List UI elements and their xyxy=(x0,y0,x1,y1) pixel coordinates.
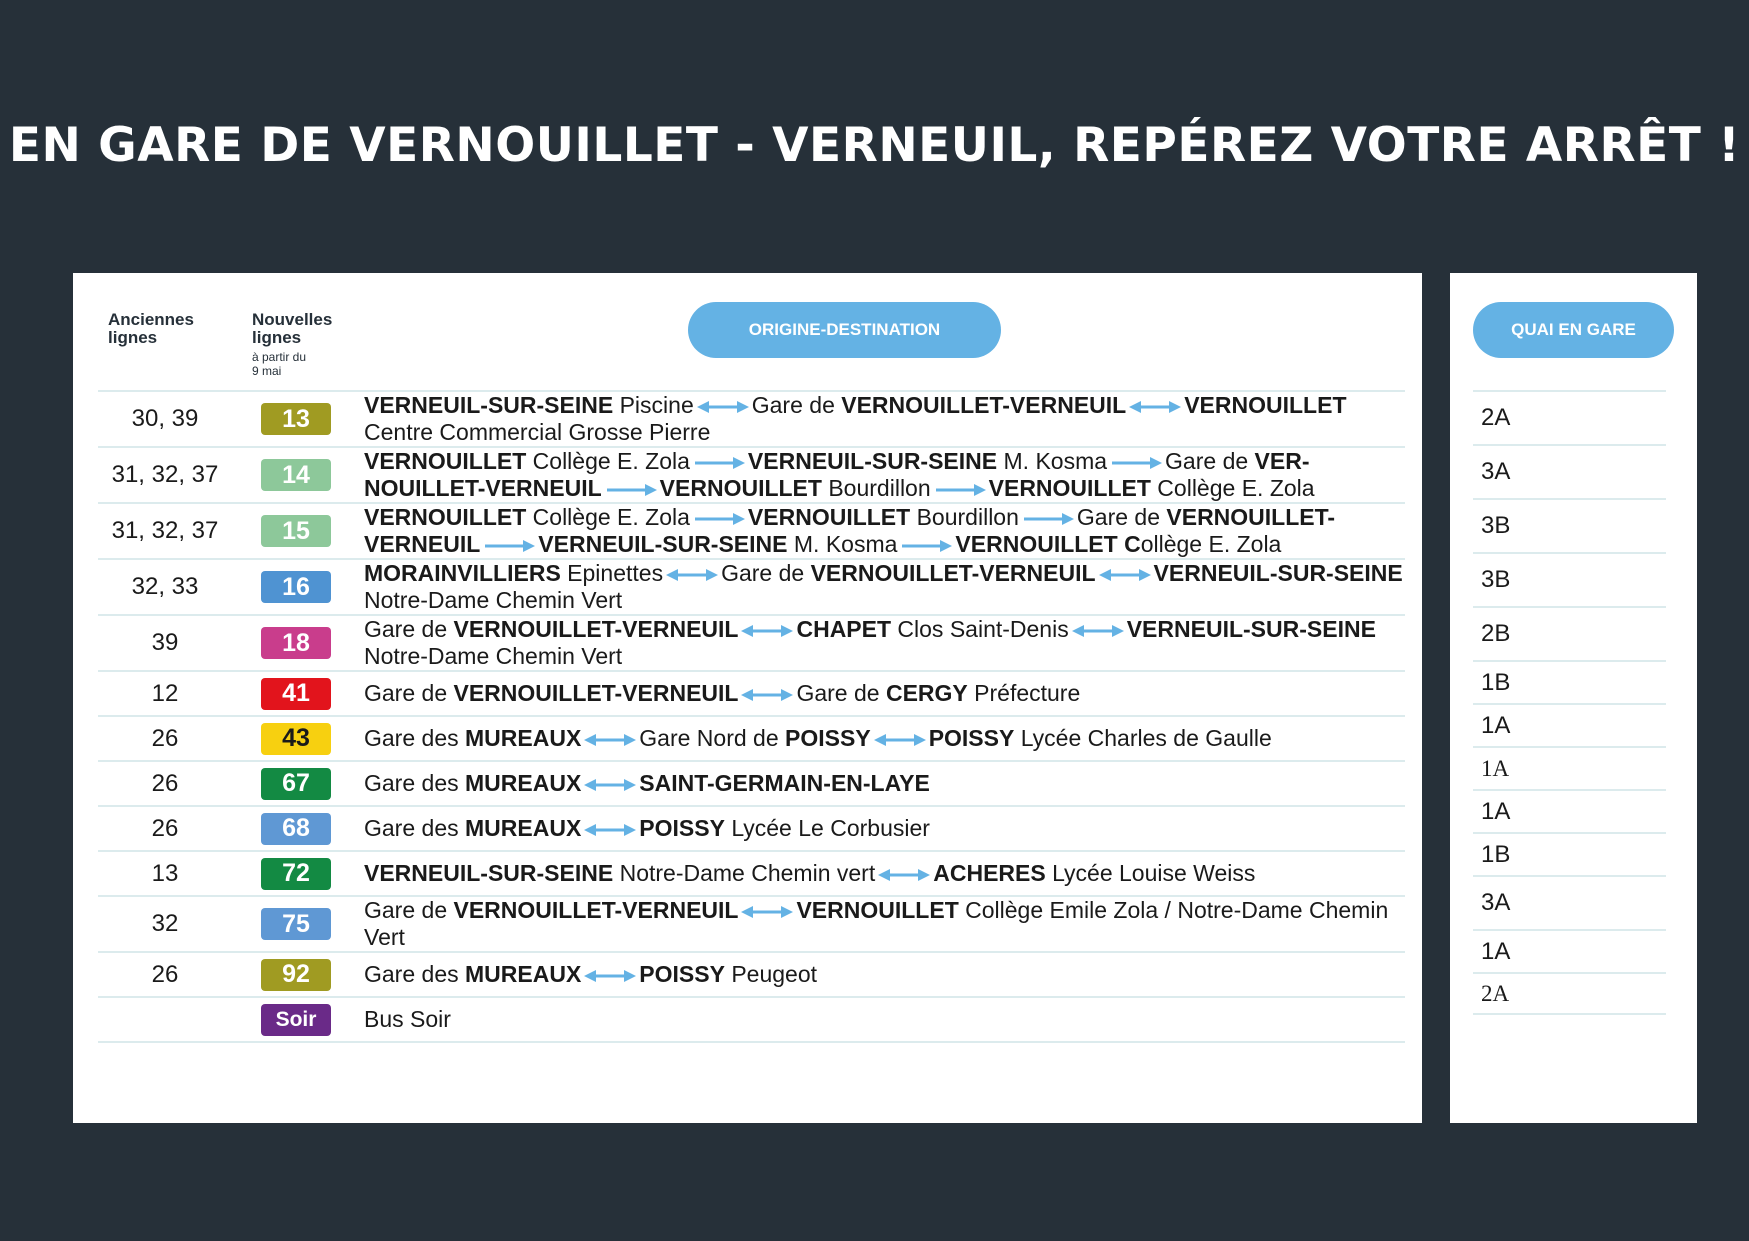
old-lines-cell: 30, 39 xyxy=(131,405,199,432)
old-lines-header xyxy=(108,311,218,347)
old-lines-cell: 31, 32, 37 xyxy=(111,461,219,488)
stop-name: VERNOUILLET-VERNEUIL xyxy=(364,504,1336,557)
route-description: Gare de VERNOUILLET-VERNEUIL VERNOUILLET Collège Emile Zola / Notre-Dame Chemin Vert xyxy=(364,897,1389,950)
line-number-badge: 75 xyxy=(261,908,331,940)
new-lines-header-sub: à partir du 9 mai xyxy=(252,350,307,378)
routes-table xyxy=(98,390,1405,1043)
line-badge-cell xyxy=(244,768,348,800)
platform-cell: 2A xyxy=(1473,972,1666,1015)
stop-name: VERNOUILLET xyxy=(747,504,911,530)
stop-name: POISSY xyxy=(639,961,725,987)
stop-name: MUREAUX xyxy=(465,815,582,841)
route-description: VERNOUILLET Collège E. Zola VERNEUIL-SUR-SEINE M. Kosma Gare de VERNOUILLET-VERNEUIL VERNOUILLET Bourdillon VERNOUILLET Collège E. Zola xyxy=(364,448,1315,501)
line-badge-cell xyxy=(244,959,348,991)
stop-name: VERNOUILLET-VERNEUIL xyxy=(841,392,1127,418)
right-arrow-icon xyxy=(693,456,745,470)
stop-name: CHAPET xyxy=(796,616,892,642)
line-number-badge: 41 xyxy=(261,678,331,710)
line-number-badge: 92 xyxy=(261,959,331,991)
route-row xyxy=(98,670,1405,715)
new-lines-header xyxy=(252,311,347,378)
stop-name: POISSY xyxy=(928,725,1015,751)
route-row xyxy=(98,805,1405,850)
stop-name: POISSY xyxy=(639,815,725,841)
route-row xyxy=(98,390,1405,446)
origin-destination-header: ORIGINE-DESTINATION xyxy=(688,302,1001,358)
right-arrow-icon xyxy=(900,539,952,553)
stop-name: MUREAUX xyxy=(465,725,582,751)
platform-header: QUAI EN GARE xyxy=(1473,302,1674,358)
double-arrow-icon xyxy=(1099,568,1151,582)
platform-cell: 1B xyxy=(1473,660,1666,703)
route-description: VERNEUIL-SUR-SEINE Notre-Dame Chemin vert ACHERES Lycée Louise Weiss xyxy=(364,860,1256,886)
double-arrow-icon xyxy=(1072,624,1124,638)
stop-name: VERNOUILLET-VERNEUIL xyxy=(453,616,739,642)
stop-name: VERNOUILLET xyxy=(1184,392,1347,418)
double-arrow-icon xyxy=(666,568,718,582)
route-row xyxy=(98,951,1405,996)
stop-name: POISSY xyxy=(785,725,871,751)
stop-name: SAINT-GERMAIN-EN-LAYE xyxy=(639,770,930,796)
route-description: Gare des MUREAUX Gare Nord de POISSY POISSY Lycée Charles de Gaulle xyxy=(364,725,1272,751)
old-lines-cell: 26 xyxy=(151,769,179,797)
platform-cell: 1A xyxy=(1473,929,1666,972)
platform-cell: 1B xyxy=(1473,832,1666,875)
page-title: EN GARE DE VERNOUILLET - VERNEUIL, REPÉREZ VOTRE ARRÊT ! xyxy=(8,118,1741,173)
route-description: VERNEUIL-SUR-SEINE Piscine Gare de VERNOUILLET-VERNEUIL VERNOUILLET Centre Commercial Grosse Pierre xyxy=(364,392,1347,445)
stop-name: VERNOUILLET-VERNEUIL xyxy=(453,680,739,706)
stop-name: ACHERES xyxy=(933,860,1046,886)
double-arrow-icon xyxy=(741,905,793,919)
old-lines-cell: 26 xyxy=(151,724,179,752)
double-arrow-icon xyxy=(584,778,636,792)
double-arrow-icon xyxy=(584,733,636,747)
old-lines-cell: 39 xyxy=(151,629,179,656)
stop-name: VERNEUIL-SUR-SEINE xyxy=(1126,616,1376,642)
stop-name: MORAINVILLIERS xyxy=(364,560,561,586)
old-lines-cell: 32 xyxy=(151,910,179,937)
route-row xyxy=(98,614,1405,670)
line-number-badge: 68 xyxy=(261,813,331,845)
stop-name: MUREAUX xyxy=(465,770,582,796)
stop-name: VERNOUILLET xyxy=(659,475,822,501)
route-row xyxy=(98,760,1405,805)
old-lines-cell: 32, 33 xyxy=(131,573,199,600)
route-description: Bus Soir xyxy=(364,1006,451,1032)
line-badge-cell xyxy=(244,723,348,755)
stop-name: VERNOUILLET-VERNEUIL xyxy=(453,897,739,923)
route-description: Gare de VERNOUILLET-VERNEUIL Gare de CERGY Préfecture xyxy=(364,680,1081,706)
double-arrow-icon xyxy=(697,400,749,414)
line-badge-cell xyxy=(244,515,348,547)
line-badge-cell xyxy=(244,627,348,659)
route-row xyxy=(98,850,1405,895)
platform-cell: 2B xyxy=(1473,606,1666,660)
route-description: Gare des MUREAUX SAINT-GERMAIN-EN-LAYE xyxy=(364,770,930,796)
platform-cell: 3A xyxy=(1473,444,1666,498)
line-number-badge: 14 xyxy=(261,459,331,491)
line-badge-cell xyxy=(244,858,348,890)
old-lines-cell: 31, 32, 37 xyxy=(111,517,219,544)
route-row xyxy=(98,558,1405,614)
stop-name: VERNEUIL-SUR-SEINE xyxy=(364,860,614,886)
platform-cell: 3B xyxy=(1473,552,1666,606)
stop-name: VERNEUIL-SUR-SEINE xyxy=(364,392,614,418)
line-number-badge: 16 xyxy=(261,571,331,603)
stop-name: VERNOUILLET-VERNEUIL xyxy=(810,560,1096,586)
line-badge-cell xyxy=(244,571,348,603)
platform-cell: 3B xyxy=(1473,498,1666,552)
platform-cell: 3A xyxy=(1473,875,1666,929)
platform-cell: 2A xyxy=(1473,390,1666,444)
double-arrow-icon xyxy=(741,688,793,702)
platform-panel xyxy=(1450,273,1697,1123)
stop-name: VERNOUILLET C xyxy=(955,531,1141,557)
route-description: MORAINVILLIERS Epinettes Gare de VERNOUILLET-VERNEUIL VERNEUIL-SUR-SEINE Notre-Dame Chemin Vert xyxy=(364,560,1403,613)
line-number-badge: 15 xyxy=(261,515,331,547)
line-badge-cell xyxy=(244,908,348,940)
route-row xyxy=(98,446,1405,502)
double-arrow-icon xyxy=(874,733,926,747)
route-row xyxy=(98,996,1405,1043)
old-lines-cell: 13 xyxy=(151,859,179,887)
routes-panel xyxy=(73,273,1422,1123)
line-badge-cell xyxy=(244,813,348,845)
right-arrow-icon xyxy=(934,483,986,497)
double-arrow-icon xyxy=(1129,400,1181,414)
line-number-badge: 13 xyxy=(261,403,331,435)
old-lines-cell: 26 xyxy=(151,814,179,842)
right-arrow-icon xyxy=(1022,512,1074,526)
route-row xyxy=(98,715,1405,760)
platform-cell: 1A xyxy=(1473,789,1666,832)
route-description: VERNOUILLET Collège E. Zola VERNOUILLET Bourdillon Gare de VERNOUILLET-VERNEUIL VERNEUIL-SUR-SEINE M. Kosma VERNOUILLET Collège E. Zola xyxy=(364,504,1336,557)
right-arrow-icon xyxy=(1110,456,1162,470)
right-arrow-icon xyxy=(483,539,535,553)
stop-name: VERNOUILLET xyxy=(796,897,959,923)
line-number-badge: 72 xyxy=(261,858,331,890)
old-lines-cell: 26 xyxy=(151,960,179,988)
double-arrow-icon xyxy=(584,969,636,983)
line-number-badge: 43 xyxy=(261,723,331,755)
line-number-badge: 18 xyxy=(261,627,331,659)
stop-name: VERNEUIL-SUR-SEINE xyxy=(538,531,788,557)
stop-name: VERNEUIL-SUR-SEINE xyxy=(747,448,998,474)
double-arrow-icon xyxy=(584,823,636,837)
line-badge-cell xyxy=(244,678,348,710)
old-lines-header-label: Anciennes lignes xyxy=(108,310,194,347)
route-row xyxy=(98,502,1405,558)
double-arrow-icon xyxy=(741,624,793,638)
line-number-badge: 67 xyxy=(261,768,331,800)
line-badge-cell xyxy=(244,459,348,491)
route-description: Gare des MUREAUX POISSY Peugeot xyxy=(364,961,818,987)
stop-name: VERNOUILLET-VERNEUIL xyxy=(364,448,1310,501)
platform-cell: 1A xyxy=(1473,746,1666,789)
route-row xyxy=(98,895,1405,951)
stop-name: VERNOUILLET xyxy=(988,475,1151,501)
platform-list xyxy=(1473,390,1666,1015)
line-badge-cell xyxy=(244,403,348,435)
right-arrow-icon xyxy=(605,483,657,497)
line-number-badge: Soir xyxy=(261,1004,331,1036)
stop-name: VERNOUILLET xyxy=(364,448,527,474)
route-description: Gare des MUREAUX POISSY Lycée Le Corbusier xyxy=(364,815,930,841)
right-arrow-icon xyxy=(693,512,745,526)
old-lines-cell: 12 xyxy=(151,679,179,707)
double-arrow-icon xyxy=(878,868,930,882)
stop-name: MUREAUX xyxy=(465,961,582,987)
new-lines-header-label: Nouvelles lignes xyxy=(252,310,333,347)
line-badge-cell xyxy=(244,1004,348,1036)
route-description: Gare de VERNOUILLET-VERNEUIL CHAPET Clos Saint-Denis VERNEUIL-SUR-SEINE Notre-Dame Chemin Vert xyxy=(364,616,1376,669)
stop-name: VERNEUIL-SUR-SEINE xyxy=(1153,560,1403,586)
stop-name: CERGY xyxy=(885,680,968,706)
stop-name: VERNOUILLET xyxy=(364,504,527,530)
platform-cell: 1A xyxy=(1473,703,1666,746)
